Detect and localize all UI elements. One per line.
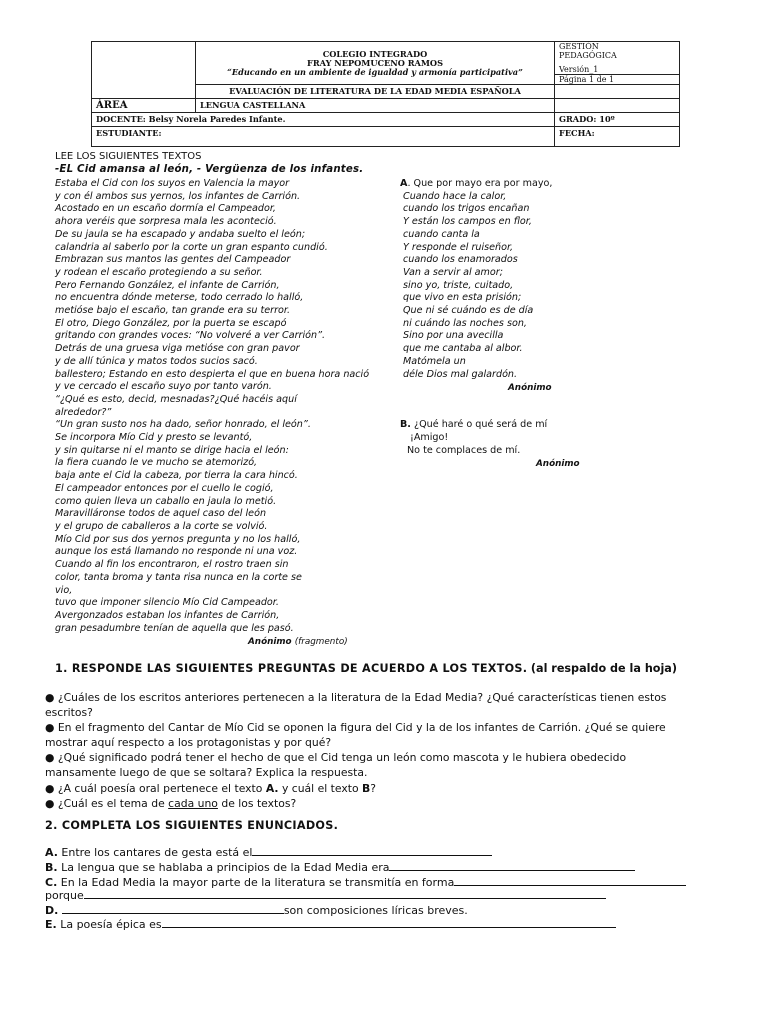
- poem-b-letter: B.: [400, 419, 411, 430]
- poem-a: [403, 191, 533, 382]
- poem-a-first: A. Que por mayo era por mayo,: [400, 178, 553, 189]
- cid-poem-line: Acostado en un escaño dormía el Campeador,: [55, 203, 276, 215]
- poem-a-line: déle Dios mal galardón.: [403, 368, 518, 380]
- question-1: ● ¿Cuáles de los escritos anteriores pertenecen a la literatura de la Edad Media? ¿Qué características tienen estos: [45, 691, 667, 704]
- poem-b-line-2: ¡Amigo!: [410, 432, 449, 443]
- cid-poem-line: “Un gran susto nos ha dado, señor honrado, el león”.: [55, 419, 311, 431]
- school-name-2: FRAY NEPOMUCENO RAMOS: [307, 57, 443, 68]
- cid-poem-line: y sin quitarse ni el manto se dirige hacia el león:: [55, 444, 289, 456]
- cid-poem-line: y de allí túnica y matos todos sucios sacó.: [55, 355, 258, 367]
- cid-poem-line: vio,: [55, 584, 73, 596]
- cid-poem-line: y rodean el escaño protegiendo a su señor.: [55, 266, 263, 278]
- cid-poem-line: gran pesadumbre tenían de aquella que les pasó.: [55, 622, 294, 634]
- poem-b-author: Anónimo: [536, 459, 580, 469]
- poem-a-line: Cuando hace la calor,: [403, 190, 507, 202]
- poem-a-line: cuando los trigos encañan: [403, 203, 530, 215]
- cid-poem-line: como quien lleva un caballo en jaula lo metió.: [55, 495, 277, 507]
- cid-author: Anónimo (fragmento): [248, 637, 348, 647]
- cid-poem-line: la fiera cuando le ve mucho se atemorizó,: [55, 457, 258, 469]
- section1-questions: [45, 690, 666, 811]
- cid-poem-line: Estaba el Cid con los suyos en Valencia la mayor: [55, 178, 290, 189]
- gestion-cell: [555, 42, 680, 85]
- evaluation-title: EVALUACIÓN DE LITERATURA DE LA EDAD MEDIA ESPAÑOLA: [196, 85, 555, 99]
- pedagogica-label: PEDAGÓGICA: [559, 51, 617, 60]
- blank-c[interactable]: [454, 875, 686, 886]
- school-name: COLEGIO INTEGRADO: [322, 48, 428, 59]
- cid-poem-line: Embrazan sus mantos las gentes del Campeador: [55, 254, 291, 266]
- cid-poem-line: El campeador entonces por el cuello le cogió,: [55, 482, 274, 494]
- cid-poem-line: Pero Fernando González, el infante de Carrión,: [55, 279, 280, 291]
- cid-poem-line: “¿Qué es esto, decid, mesnadas?¿Qué hacéis aquí: [55, 393, 297, 405]
- cid-poem-line: Se incorpora Mío Cid y presto se levantó,: [55, 432, 253, 444]
- cid-poem-line: calandria al saberlo por la corte un gran espanto cundió.: [55, 241, 328, 253]
- blank-a[interactable]: [252, 845, 492, 856]
- cid-poem-line: alrededor?”: [55, 406, 112, 418]
- school-motto: “Educando en un ambiente de igualdad y armonía participativa”: [227, 66, 523, 77]
- cid-poem-line: no encuentra dónde meterse, todo cerrado lo halló,: [55, 292, 304, 304]
- reading-title: -EL Cid amansa al león, - Vergüenza de los infantes.: [55, 164, 364, 175]
- poem-b-first: B. ¿Qué haré o qué será de mí: [400, 419, 548, 430]
- question-4: ● ¿A cuál poesía oral pertenece el texto A. y cuál el texto B?: [45, 781, 376, 795]
- poem-a-line: que vivo en esta prisión;: [403, 292, 522, 304]
- statement-b: B. La lengua que se hablaba a principios de la Edad Media era: [45, 860, 635, 875]
- poem-a-line: Y responde el ruiseñor,: [403, 241, 514, 253]
- poem-a-line: cuando los enamorados: [403, 254, 518, 266]
- student-field[interactable]: ESTUDIANTE:: [92, 127, 555, 147]
- poem-a-line: ni cuándo las noches son,: [403, 317, 527, 329]
- empty-cell: [555, 85, 680, 99]
- cid-poem-line: aunque los está llamando no responde ni una voz.: [55, 546, 298, 558]
- logo-cell: [92, 42, 196, 99]
- area-value: LENGUA CASTELLANA: [196, 99, 555, 113]
- poem-a-line: Sino por una avecilla: [403, 330, 504, 342]
- poem-b-line-3: No te complaces de mí.: [407, 445, 521, 456]
- area-label: ÁREA: [92, 99, 196, 113]
- statement-a: A. Entre los cantares de gesta está el: [45, 845, 492, 860]
- cid-poem-line: y ve cercado el escaño suyo por tanto varón.: [55, 381, 272, 393]
- poem-a-line: Y están los campos en flor,: [403, 216, 532, 228]
- cid-poem-line: y con él ambos sus yernos, los infantes de Carrión.: [55, 190, 301, 202]
- area-empty: [555, 99, 680, 113]
- version-label: Versión_1: [555, 65, 679, 75]
- section1-title: 1. RESPONDE LAS SIGUIENTES PREGUNTAS DE ACUERDO A LOS TEXTOS. (al respaldo de la hoja): [55, 662, 677, 675]
- statement-d: D. son composiciones líricas breves.: [45, 904, 468, 917]
- grade-field: GRADO: 10º: [555, 113, 680, 127]
- cid-poem-line: y el grupo de caballeros a la corte se volvió.: [55, 520, 268, 532]
- poem-a-line: Matómela un: [403, 355, 466, 367]
- poem-a-line: cuando canta la: [403, 228, 480, 240]
- cid-poem-line: El otro, Diego González, por la puerta se escapó: [55, 317, 287, 329]
- cid-poem-line: color, tanta broma y tanta risa nunca en la corte se: [55, 571, 302, 583]
- blank-b[interactable]: [389, 860, 635, 871]
- question-3: ● ¿Qué significado podrá tener el hecho de que el Cid tenga un león como mascota y le hubiera obedecido: [45, 751, 627, 765]
- blank-c-porque[interactable]: [84, 888, 606, 899]
- cid-poem-line: Maravilláronse todos de aquel caso del león: [55, 508, 267, 520]
- cid-poem-line: baja ante el Cid la cabeza, por tierra la cara hincó.: [55, 470, 298, 482]
- question-1-cont: escritos?: [45, 706, 93, 720]
- cid-poem-line: metióse bajo el escaño, tan grande era su terror.: [55, 305, 291, 317]
- cid-poem-line: tuvo que imponer silencio Mío Cid Campeador.: [55, 597, 279, 609]
- blank-e[interactable]: [162, 917, 616, 928]
- question-5: ● ¿Cuál es el tema de cada uno de los textos?: [45, 796, 297, 810]
- cid-poem: [55, 178, 369, 635]
- gestion-label: GESTIÓN: [559, 42, 599, 51]
- poem-a-letter: A: [400, 178, 408, 189]
- date-field[interactable]: FECHA:: [555, 127, 680, 147]
- statement-c-porque: porque: [45, 888, 606, 903]
- poem-a-line: que me cantaba al albor.: [403, 343, 523, 355]
- statement-e: E. La poesía épica es: [45, 917, 616, 932]
- cid-poem-line: ahora veréis que sorpresa mala les aconteció.: [55, 216, 277, 228]
- question-2: ● En el fragmento del Cantar de Mío Cid se oponen la figura del Cid y la de los infantes de Carrión. ¿Qué se quiere: [45, 721, 666, 735]
- cid-poem-line: Cuando al fin los encontraron, el rostro traen sin: [55, 559, 289, 571]
- poem-a-line: sino yo, triste, cuitado,: [403, 279, 514, 291]
- poem-a-author: Anónimo: [508, 383, 552, 393]
- teacher-field: DOCENTE: Belsy Norela Paredes Infante.: [92, 113, 555, 127]
- page-label: Página 1 de 1: [559, 75, 615, 84]
- question-2-cont: mostrar aquí respecto a los protagonistas y por qué?: [45, 736, 332, 750]
- cid-poem-line: De su jaula se ha escapado y andaba suelto el león;: [55, 228, 306, 240]
- section2-title: 2. COMPLETA LOS SIGUIENTES ENUNCIADOS.: [45, 819, 339, 832]
- cid-poem-line: Mío Cid por sus dos yernos pregunta y no los halló,: [55, 533, 301, 545]
- header-table: [91, 41, 680, 147]
- poem-a-line: Que ni sé cuándo es de día: [403, 305, 534, 317]
- question-3-cont: mansamente luego de que se soltara? Explica la respuesta.: [45, 766, 368, 780]
- poem-a-line: Van a servir al amor;: [403, 266, 503, 278]
- school-info: [196, 42, 555, 85]
- cid-poem-line: Detrás de una gruesa viga metióse con gran pavor: [55, 343, 300, 355]
- reading-instruction: LEE LOS SIGUIENTES TEXTOS: [55, 151, 202, 162]
- cid-poem-line: Avergonzados estaban los infantes de Carrión,: [55, 609, 280, 621]
- statement-c: C. En la Edad Media la mayor parte de la literatura se transmitía en forma: [45, 875, 686, 890]
- blank-d[interactable]: [62, 903, 284, 914]
- cid-poem-line: ballestero; Estando en esto despierta el que en buena hora nació: [55, 368, 370, 380]
- cid-poem-line: gritando con grandes voces: “No volveré a ver Carrión”.: [55, 330, 326, 342]
